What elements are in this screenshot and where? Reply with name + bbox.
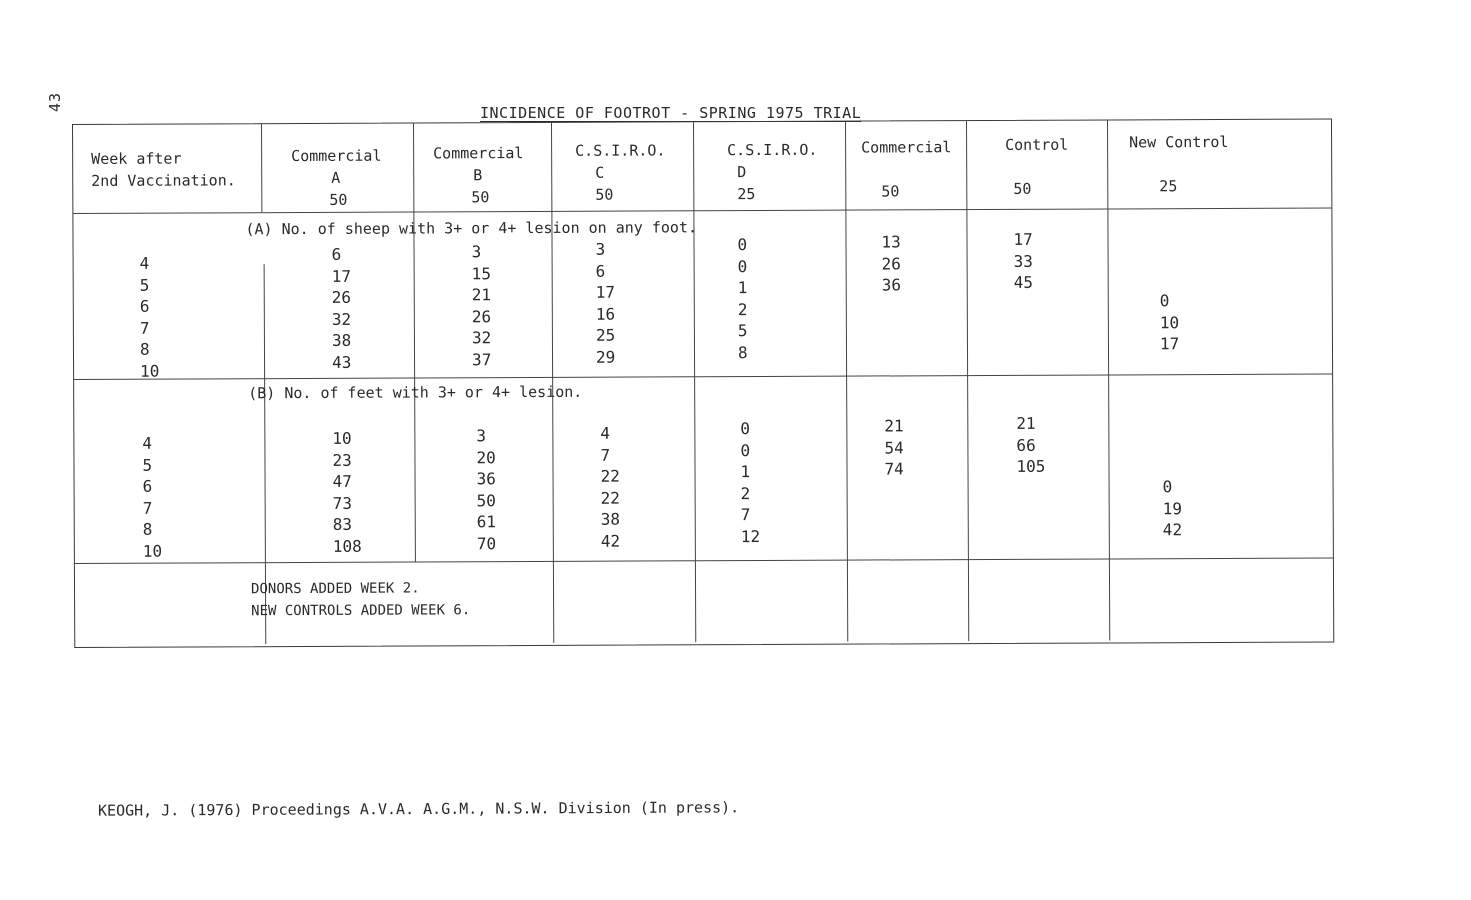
cell-value: 1 (737, 278, 748, 298)
cell-value: 38 (600, 509, 621, 529)
week-value: 7 (139, 318, 150, 338)
col-divider-1-header (261, 124, 263, 212)
cell-value: 21 (471, 285, 492, 305)
cell-value: 70 (476, 533, 497, 553)
cell-value: 16 (595, 304, 616, 324)
section-a-col-d (737, 234, 747, 363)
cell-value: 22 (600, 466, 620, 486)
note-donors: DONORS ADDED WEEK 2. (250, 580, 420, 598)
section-b-col-a (332, 428, 361, 557)
header-col-control-name: Control (1005, 135, 1069, 154)
section-a-weeks (140, 253, 160, 382)
week-value: 4 (139, 253, 150, 273)
header-col-c-n: 50 (595, 185, 614, 204)
cell-value: 33 (1013, 251, 1033, 271)
week-value: 8 (139, 339, 150, 359)
section-b-label: (B) No. of feet with 3+ or 4+ lesion. (248, 382, 583, 403)
cell-value: 2 (737, 299, 748, 319)
header-col-d-n: 25 (737, 185, 756, 204)
cell-value: 21 (884, 416, 904, 436)
table-title: INCIDENCE OF FOOTROT - SPRING 1975 TRIAL (480, 104, 862, 122)
cell-value: 6 (331, 244, 342, 264)
section-b-col-d (740, 418, 760, 547)
week-value: 10 (142, 541, 163, 561)
section-b-control (1016, 413, 1045, 478)
section-a-col-b (472, 241, 492, 370)
header-col-b-n: 50 (471, 188, 490, 207)
section-a-col-a (332, 244, 352, 373)
cell-value: 19 (1162, 498, 1182, 518)
header-week-line1: Week after (91, 149, 182, 168)
cell-value: 0 (1159, 291, 1170, 311)
col-divider-2 (413, 124, 416, 562)
cell-value: 50 (476, 490, 496, 510)
header-col-d-name: C.S.I.R.O. (727, 140, 818, 160)
cell-value: 23 (332, 450, 352, 470)
section-a-new-control (1160, 290, 1180, 355)
cell-value: 26 (881, 253, 901, 273)
cell-value: 21 (1016, 413, 1036, 433)
cell-value: 38 (331, 330, 352, 350)
section-a-commercial (881, 231, 901, 296)
reference-citation: KEOGH, J. (1976) Proceedings A.V.A. A.G.M., N.S.W. Division (In press). (97, 798, 740, 820)
cell-value: 5 (737, 321, 748, 341)
col-divider-5 (845, 122, 849, 642)
cell-value: 0 (737, 256, 748, 276)
cell-value: 43 (331, 352, 352, 372)
week-value: 10 (140, 361, 160, 381)
week-value: 4 (142, 433, 153, 453)
header-col-commercial-name: Commercial (861, 138, 952, 157)
cell-value: 17 (1013, 229, 1033, 249)
header-col-b-name: Commercial (433, 144, 524, 163)
header-col-a-name: Commercial (291, 146, 382, 166)
week-value: 6 (142, 476, 153, 496)
cell-value: 7 (600, 445, 611, 465)
section-a-rule (74, 374, 1332, 381)
cell-value: 73 (332, 493, 352, 513)
section-b-col-b (476, 425, 496, 554)
cell-value: 22 (600, 488, 620, 508)
week-value: 5 (139, 275, 150, 295)
cell-value: 83 (332, 514, 353, 534)
cell-value: 20 (476, 447, 496, 467)
cell-value: 47 (332, 471, 352, 491)
cell-value: 17 (331, 266, 351, 286)
header-col-c-name: C.S.I.R.O. (575, 141, 666, 160)
cell-value: 4 (600, 423, 611, 443)
week-value: 8 (142, 519, 153, 539)
header-col-c-sub: C (595, 163, 605, 182)
header-col-new-control-n: 25 (1159, 177, 1178, 196)
cell-value: 0 (737, 235, 748, 255)
section-b-new-control (1163, 476, 1183, 541)
cell-value: 13 (881, 232, 901, 252)
section-a-col-c (596, 239, 616, 368)
header-col-a-n: 50 (329, 190, 348, 209)
cell-value: 0 (1162, 477, 1173, 497)
header-col-control-n: 50 (1013, 179, 1032, 198)
cell-value: 8 (737, 342, 748, 362)
header-week-line2: 2nd Vaccination. (91, 171, 236, 190)
cell-value: 61 (476, 512, 497, 532)
cell-value: 45 (1013, 272, 1034, 292)
cell-value: 2 (740, 483, 751, 503)
cell-value: 15 (471, 263, 491, 283)
header-col-a-sub: A (331, 168, 341, 187)
cell-value: 36 (881, 275, 902, 295)
cell-value: 29 (595, 347, 616, 367)
week-value: 5 (142, 455, 153, 475)
cell-value: 1 (740, 462, 751, 482)
cell-value: 3 (471, 242, 482, 262)
cell-value: 3 (595, 239, 606, 259)
cell-value: 0 (740, 419, 751, 439)
cell-value: 26 (331, 287, 352, 307)
col-divider-4 (693, 122, 697, 642)
cell-value: 7 (740, 505, 751, 525)
header-col-b-sub: B (473, 166, 483, 185)
footrot-table (72, 119, 1334, 648)
cell-value: 25 (595, 325, 616, 345)
cell-value: 17 (1159, 334, 1180, 354)
cell-value: 6 (595, 261, 606, 281)
section-b-col-c (600, 423, 620, 552)
cell-value: 36 (476, 469, 496, 489)
cell-value: 42 (1162, 520, 1183, 540)
cell-value: 12 (740, 526, 761, 546)
cell-value: 42 (600, 531, 621, 551)
cell-value: 32 (331, 309, 352, 329)
cell-value: 10 (332, 428, 352, 448)
header-col-d-sub: D (737, 163, 747, 182)
note-new-controls: NEW CONTROLS ADDED WEEK 6. (251, 602, 471, 620)
cell-value: 10 (1159, 312, 1180, 332)
page-number: 43 (46, 91, 64, 112)
cell-value: 108 (332, 536, 362, 556)
header-col-commercial-n: 50 (881, 182, 900, 201)
cell-value: 37 (471, 349, 492, 369)
week-value: 7 (142, 498, 153, 518)
header-col-new-control-name: New Control (1129, 132, 1229, 152)
cell-value: 54 (884, 437, 904, 457)
section-a-label: (A) No. of sheep with 3+ or 4+ lesion on any foot. (245, 218, 698, 239)
cell-value: 66 (1016, 435, 1036, 455)
section-b-commercial (884, 415, 904, 480)
week-value: 6 (139, 296, 150, 316)
section-a-control (1013, 229, 1033, 294)
cell-value: 17 (595, 282, 616, 302)
cell-value: 26 (471, 306, 492, 326)
cell-value: 32 (471, 328, 492, 348)
col-divider-6 (966, 121, 970, 641)
cell-value: 3 (476, 426, 487, 446)
section-b-rule (75, 558, 1333, 565)
col-divider-7 (1107, 120, 1111, 640)
section-b-weeks (142, 433, 162, 562)
cell-value: 74 (884, 459, 904, 479)
cell-value: 105 (1016, 456, 1046, 476)
cell-value: 0 (740, 440, 751, 460)
